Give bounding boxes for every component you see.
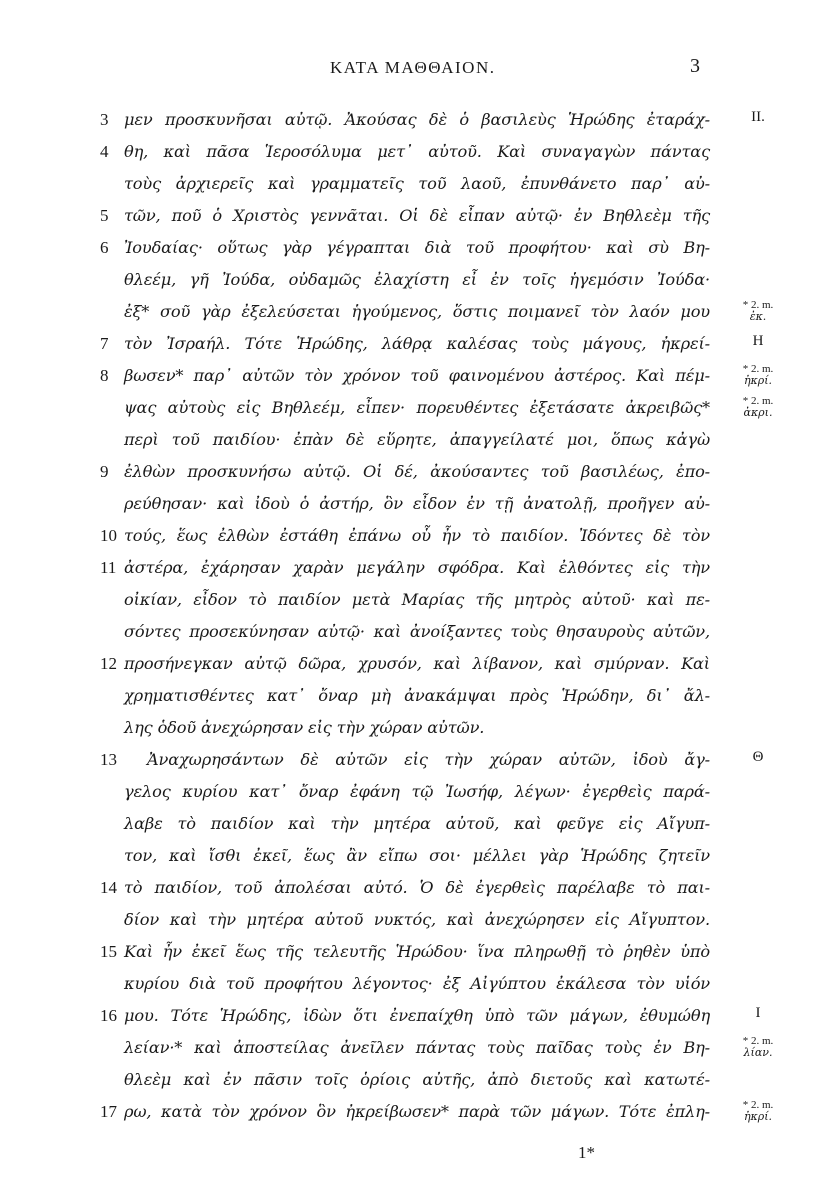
text-line: [0, 1098, 840, 1130]
line-text: οἰκίαν, εἶδον τὸ παιδίον μετὰ Μαρίας τῆς μητρὸς αὐτοῦ· καὶ πε-: [124, 590, 710, 609]
line-text: τὸ παιδίον, τοῦ ἀπολέσαι αὐτό. Ὁ δὲ ἐγερθεὶς παρέλαβε τὸ παι-: [124, 878, 710, 897]
verse-number: 5: [100, 206, 109, 225]
line-text: βωσεν* παρ᾽ αὐτῶν τὸν χρόνον τοῦ φαινομένου ἀστέρος. Καὶ πέμ-: [124, 366, 710, 385]
margin-section-marker: I: [755, 1005, 761, 1021]
text-line: [0, 682, 840, 714]
line-text: λείαν·* καὶ ἀποστείλας ἀνεῖλεν πάντας τοὺς παῖδας τοὺς ἐν Βη-: [124, 1038, 710, 1057]
text-line: [0, 490, 840, 522]
verse-number: 10: [100, 526, 117, 545]
text-line: [0, 970, 840, 1002]
line-text: θη, καὶ πᾶσα Ἱεροσόλυμα μετ᾽ αὐτοῦ. Καὶ συναγαγὼν πάντας: [124, 142, 710, 161]
verse-number: 12: [100, 654, 117, 673]
text-line: [0, 1034, 840, 1066]
note-variant: ἠκρί.: [743, 1110, 773, 1123]
line-text: θλεέμ, γῆ Ἰούδα, οὐδαμῶς ἐλαχίστη εἶ ἐν τοῖς ἡγεμόσιν Ἰούδα·: [124, 270, 710, 289]
line-text: τούς, ἕως ἐλθὼν ἐστάθη ἐπάνω οὗ ἦν τὸ παιδίον. Ἰδόντες δὲ τὸν: [124, 526, 710, 545]
text-line: [0, 554, 840, 586]
line-text: ρω, κατὰ τὸν χρόνον ὃν ἠκρείβωσεν* παρὰ τῶν μάγων. Τότε ἐπλη-: [124, 1102, 710, 1121]
line-text: τοὺς ἀρχιερεῖς καὶ γραμματεῖς τοῦ λαοῦ, ἐπυνθάνετο παρ᾽ αὐ-: [124, 174, 710, 193]
line-text: δίον καὶ τὴν μητέρα αὐτοῦ νυκτός, καὶ ἀνεχώρησεν εἰς Αἴγυπτον.: [124, 910, 710, 929]
verse-number: 11: [100, 558, 117, 577]
verse-number: 9: [100, 462, 109, 481]
note-variant: ἀκρι.: [743, 406, 773, 419]
text-line: [0, 522, 840, 554]
line-text: γελος κυρίου κατ᾽ ὄναρ ἐφάνη τῷ Ἰωσήφ, λέγων· ἐγερθεὶς παρά-: [124, 782, 710, 801]
text-line: [0, 362, 840, 394]
text-line: [0, 458, 840, 490]
note-label: * 2. m.: [742, 1035, 774, 1047]
line-text: Καὶ ἦν ἐκεῖ ἕως τῆς τελευτῆς Ἡρώδου· ἵνα πληρωθῇ τὸ ῥηθὲν ὑπὸ: [124, 942, 710, 961]
note-variant: ἐκ.: [749, 310, 767, 323]
line-text: κυρίου διὰ τοῦ προφήτου λέγοντος· ἐξ Αἰγύπτου ἐκάλεσα τὸν υἱόν: [124, 974, 710, 993]
line-text: τον, καὶ ἴσθι ἐκεῖ, ἕως ἂν εἴπω σοι· μέλλει γὰρ Ἡρώδης ζητεῖν: [124, 846, 710, 865]
note-label: * 2. m.: [742, 299, 774, 311]
text-line: [0, 138, 840, 170]
line-text: χρηματισθέντες κατ᾽ ὄναρ μὴ ἀνακάμψαι πρὸς Ἡρώδην, δι᾽ ἄλ-: [124, 686, 710, 705]
note-variant: ἠκρί.: [743, 374, 773, 387]
margin-variant-note: [728, 300, 788, 322]
text-line: [0, 746, 840, 778]
text-line: [0, 394, 840, 426]
verse-number: 7: [100, 334, 109, 353]
line-text: ρεύθησαν· καὶ ἰδοὺ ὁ ἀστήρ, ὃν εἶδον ἐν τῇ ἀνατολῇ, προῆγεν αὐ-: [124, 494, 710, 513]
line-text: Ἰουδαίας· οὕτως γὰρ γέγραπται διὰ τοῦ προφήτου· καὶ σὺ Βη-: [124, 238, 710, 257]
text-line: [0, 714, 840, 746]
verse-number: 15: [100, 942, 117, 961]
margin-section-marker: H: [752, 333, 764, 349]
running-title: ΚΑΤΑ ΜΑΘΘΑΙΟΝ.: [330, 58, 496, 77]
line-text: λης ὁδοῦ ἀνεχώρησαν εἰς τὴν χώραν αὐτῶν.: [124, 718, 485, 737]
line-text: τῶν, ποῦ ὁ Χριστὸς γεννᾶται. Οἱ δὲ εἶπαν αὐτῷ· ἐν Βηθλεὲμ τῆς: [124, 206, 710, 225]
verse-number: 14: [100, 878, 117, 897]
page-number: 3: [690, 55, 700, 77]
line-text: ἐλθὼν προσκυνήσω αὐτῷ. Οἱ δέ, ἀκούσαντες τοῦ βασιλέως, ἐπο-: [124, 462, 710, 481]
line-text: τὸν Ἰσραήλ. Τότε Ἡρώδης, λάθρᾳ καλέσας τοὺς μάγους, ἠκρεί-: [124, 334, 710, 353]
margin-variant-note: [728, 396, 788, 418]
line-text: θλεὲμ καὶ ἐν πᾶσιν τοῖς ὁρίοις αὐτῆς, ἀπὸ διετοῦς καὶ κατωτέ-: [124, 1070, 710, 1089]
line-text: μου. Τότε Ἡρώδης, ἰδὼν ὅτι ἐνεπαίχθη ὑπὸ τῶν μάγων, ἐθυμώθη: [124, 1006, 710, 1025]
line-text: λαβε τὸ παιδίον καὶ τὴν μητέρα αὐτοῦ, καὶ φεῦγε εἰς Αἴγυπ-: [124, 814, 710, 833]
text-line: [0, 234, 840, 266]
text-line: [0, 426, 840, 458]
margin-variant-note: [728, 1036, 788, 1058]
line-text: προσήνεγκαν αὐτῷ δῶρα, χρυσόν, καὶ λίβανον, καὶ σμύρναν. Καὶ: [124, 654, 710, 673]
text-line: [0, 266, 840, 298]
text-line: [0, 778, 840, 810]
text-line: [0, 906, 840, 938]
verse-number: 16: [100, 1006, 117, 1025]
text-line: [0, 106, 840, 138]
verse-number: 6: [100, 238, 109, 257]
text-line: [0, 170, 840, 202]
text-line: [0, 810, 840, 842]
verse-number: 8: [100, 366, 109, 385]
text-line: [0, 298, 840, 330]
text-line: [0, 202, 840, 234]
verse-number: 3: [100, 110, 109, 129]
note-label: * 2. m.: [742, 395, 774, 407]
margin-section-marker: Θ: [752, 749, 764, 765]
text-line: [0, 1066, 840, 1098]
note-variant: λίαν.: [743, 1046, 773, 1059]
text-line: [0, 618, 840, 650]
line-text: ἐξ* σοῦ γὰρ ἐξελεύσεται ἡγούμενος, ὅστις ποιμανεῖ τὸν λαόν μου: [124, 302, 710, 321]
line-text: ἀστέρα, ἐχάρησαν χαρὰν μεγάλην σφόδρα. Καὶ ἐλθόντες εἰς τὴν: [124, 558, 710, 577]
note-label: * 2. m.: [742, 1099, 774, 1111]
text-line: [0, 874, 840, 906]
line-text: Ἀναχωρησάντων δὲ αὐτῶν εἰς τὴν χώραν αὐτῶν, ἰδοὺ ἄγ-: [147, 750, 710, 769]
text-line: [0, 938, 840, 970]
text-line: [0, 586, 840, 618]
verse-number: 4: [100, 142, 109, 161]
text-line: [0, 842, 840, 874]
note-label: * 2. m.: [742, 363, 774, 375]
text-line: [0, 1002, 840, 1034]
margin-variant-note: [728, 1100, 788, 1122]
line-text: ψας αὐτοὺς εἰς Βηθλεέμ, εἶπεν· πορευθέντες ἐξετάσατε ἀκρειβῶς*: [124, 398, 710, 417]
margin-variant-note: [728, 364, 788, 386]
line-text: σόντες προσεκύνησαν αὐτῷ· καὶ ἀνοίξαντες τοὺς θησαυροὺς αὐτῶν,: [124, 622, 710, 641]
line-text: μεν προσκυνῆσαι αὐτῷ. Ἀκούσας δὲ ὁ βασιλεὺς Ἡρώδης ἐταράχ-: [124, 110, 710, 129]
line-text: περὶ τοῦ παιδίου· ἐπὰν δὲ εὕρητε, ἀπαγγείλατέ μοι, ὅπως κἀγὼ: [124, 430, 710, 449]
margin-section-marker: II.: [751, 109, 765, 125]
signature-mark: 1*: [578, 1143, 595, 1162]
text-line: [0, 330, 840, 362]
verse-number: 13: [100, 750, 117, 769]
verse-number: 17: [100, 1102, 117, 1121]
text-line: [0, 650, 840, 682]
